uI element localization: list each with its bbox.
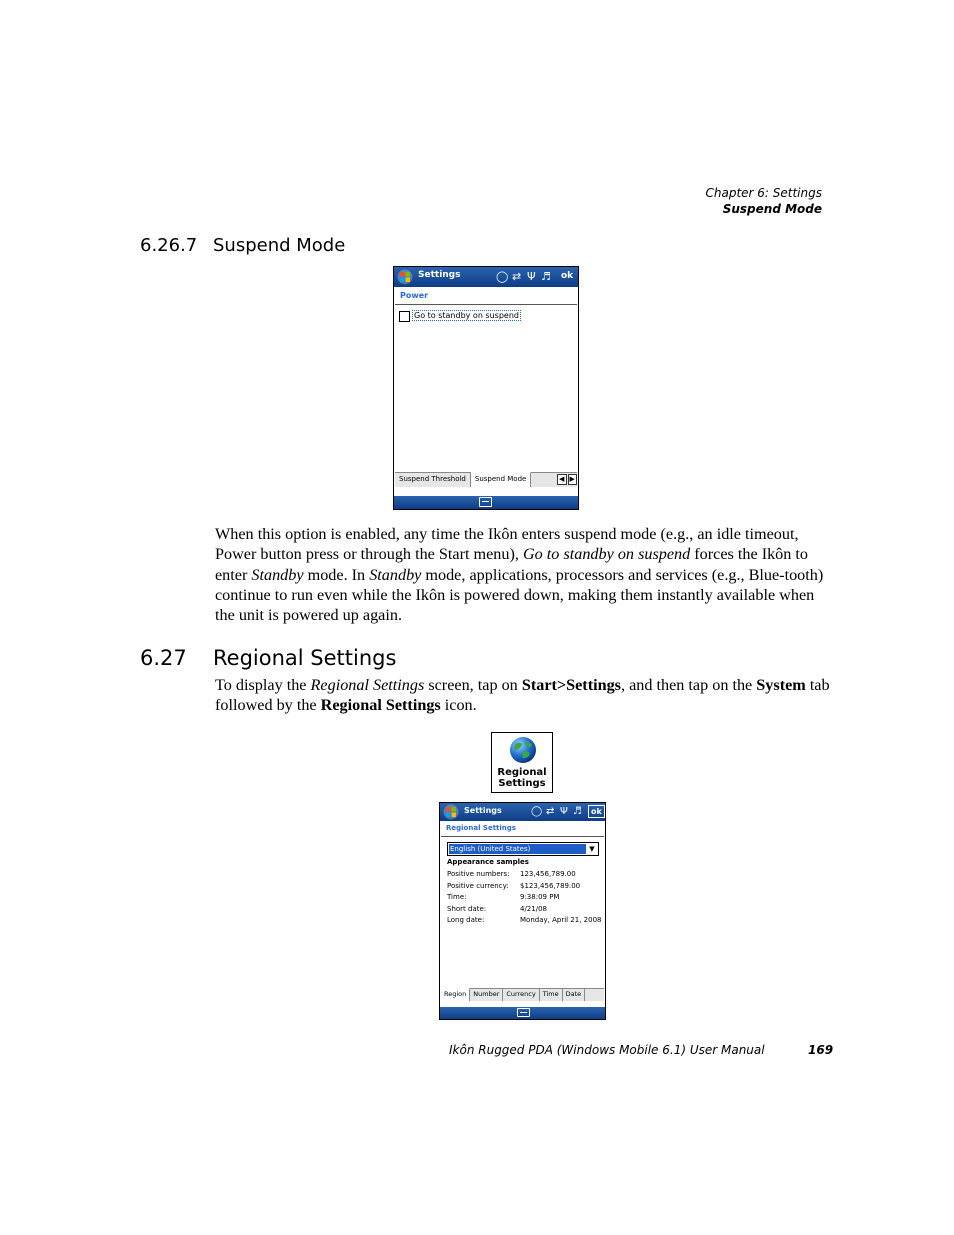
notification-icon[interactable]: ◯ <box>496 270 509 283</box>
sample-value: 4/21/08 <box>520 904 547 913</box>
section-number: 6.27 <box>140 646 187 670</box>
paragraph-text <box>215 524 835 625</box>
regional-settings-icon-card[interactable] <box>491 732 553 793</box>
sample-value: 123,456,789.00 <box>520 870 576 878</box>
keyboard-icon[interactable] <box>517 1008 530 1017</box>
chevron-down-icon[interactable]: ▼ <box>589 845 595 853</box>
text-run: Regional Settings <box>310 676 425 694</box>
text-run: mode. In <box>303 565 370 584</box>
footer-page-number: 169 <box>808 1043 834 1057</box>
screen-title: Settings <box>464 806 502 815</box>
tab-scroll-left-icon[interactable]: ◀ <box>557 474 567 485</box>
running-header-section: Suspend Mode <box>722 202 822 216</box>
connectivity-icon[interactable]: ⇄ <box>512 270 522 283</box>
section-title: Suspend Mode <box>213 235 346 256</box>
footer-manual-title: Ikôn Rugged PDA (Windows Mobile 6.1) User Manual <box>449 1043 765 1057</box>
subtitle-divider <box>441 836 604 837</box>
screen-subtitle: Regional Settings <box>446 824 516 832</box>
text-run: screen, tap on <box>424 676 522 694</box>
standby-checkbox-label[interactable]: Go to standby on suspend <box>414 311 519 320</box>
signal-icon[interactable]: Ψ <box>560 806 568 817</box>
tab-bar <box>395 472 577 487</box>
paragraph-text <box>215 675 835 716</box>
regional-settings-screenshot <box>439 802 606 1020</box>
volume-icon[interactable]: ♬ <box>541 270 551 283</box>
text-run: When this option is enabled, any time the Ikôn enters suspend mode (e.g., an idle timeout, Power button press or through the Start menu), <box>215 525 799 564</box>
sample-label: Time: <box>447 893 467 901</box>
running-header-chapter: Chapter 6: Settings <box>705 186 822 200</box>
tab-time[interactable]: Time <box>540 989 563 1001</box>
soft-key-bar <box>394 496 578 509</box>
sample-label: Positive numbers: <box>447 870 510 878</box>
text-run: Start>Settings <box>521 676 621 694</box>
icon-label-line1: Regional <box>497 767 547 778</box>
icon-label-line2: Settings <box>498 778 546 789</box>
sample-label: Long date: <box>447 916 485 924</box>
section-heading-6-26-7 <box>140 235 345 256</box>
text-run: Standby <box>369 565 422 584</box>
sample-value: $123,456,789.00 <box>520 881 581 890</box>
samples-heading: Appearance samples <box>447 858 529 866</box>
globe-icon <box>509 736 537 764</box>
ok-button[interactable]: ok <box>561 271 574 281</box>
section-heading-6-27 <box>140 646 396 670</box>
windows-start-icon[interactable] <box>397 269 413 285</box>
sample-label: Positive currency: <box>447 881 509 890</box>
ok-button[interactable]: ok <box>588 805 605 818</box>
tab-suspend-mode[interactable]: Suspend Mode <box>471 472 531 487</box>
suspend-mode-paragraph <box>215 524 835 625</box>
text-run: Regional Settings <box>320 696 441 715</box>
tab-region[interactable]: Region <box>441 988 470 1001</box>
text-run: Go to standby on suspend <box>522 545 691 564</box>
suspend-mode-screenshot <box>393 266 579 510</box>
subtitle-divider <box>395 304 577 305</box>
text-run: forces the Ikôn to enter <box>215 545 809 584</box>
tab-currency[interactable]: Currency <box>503 989 539 1001</box>
keyboard-icon[interactable] <box>479 497 492 507</box>
soft-key-bar <box>440 1007 605 1019</box>
text-run: System <box>756 676 806 694</box>
connectivity-icon[interactable]: ⇄ <box>546 806 555 817</box>
tab-suspend-threshold[interactable]: Suspend Threshold <box>395 473 471 487</box>
volume-icon[interactable]: ♬ <box>573 806 582 817</box>
screen-subtitle: Power <box>400 291 429 300</box>
title-bar <box>440 803 605 821</box>
notification-icon[interactable]: ◯ <box>531 806 543 817</box>
signal-icon[interactable]: Ψ <box>527 270 536 283</box>
windows-start-icon[interactable] <box>443 804 459 820</box>
text-run: To display the <box>215 676 311 694</box>
regional-settings-paragraph <box>215 675 835 716</box>
sample-label: Short date: <box>447 904 487 913</box>
region-dropdown-value: English (United States) <box>449 844 586 854</box>
text-run: tab followed by the <box>215 676 830 715</box>
sample-value: 9:38:09 PM <box>520 893 560 901</box>
text-run: mode, applications, processors and services (e.g., Blue-tooth) continue to run even while the Ikôn is powered down, making them instantly available when the unit is powered up again. <box>215 565 824 625</box>
title-bar <box>394 267 578 287</box>
section-number: 6.26.7 <box>140 235 198 256</box>
sample-value: Monday, April 21, 2008 <box>520 916 602 924</box>
section-title: Regional Settings <box>213 646 397 670</box>
standby-checkbox[interactable] <box>399 311 410 322</box>
screen-title: Settings <box>418 270 461 280</box>
text-run: icon. <box>440 696 477 715</box>
text-run: Standby <box>251 565 304 584</box>
tab-number[interactable]: Number <box>470 989 503 1001</box>
tab-bar <box>441 988 604 1001</box>
region-dropdown[interactable] <box>447 842 599 856</box>
text-run: , and then tap on the <box>620 676 757 694</box>
tab-date[interactable]: Date <box>563 989 586 1001</box>
tab-scroll-right-icon[interactable]: ▶ <box>568 474 578 485</box>
